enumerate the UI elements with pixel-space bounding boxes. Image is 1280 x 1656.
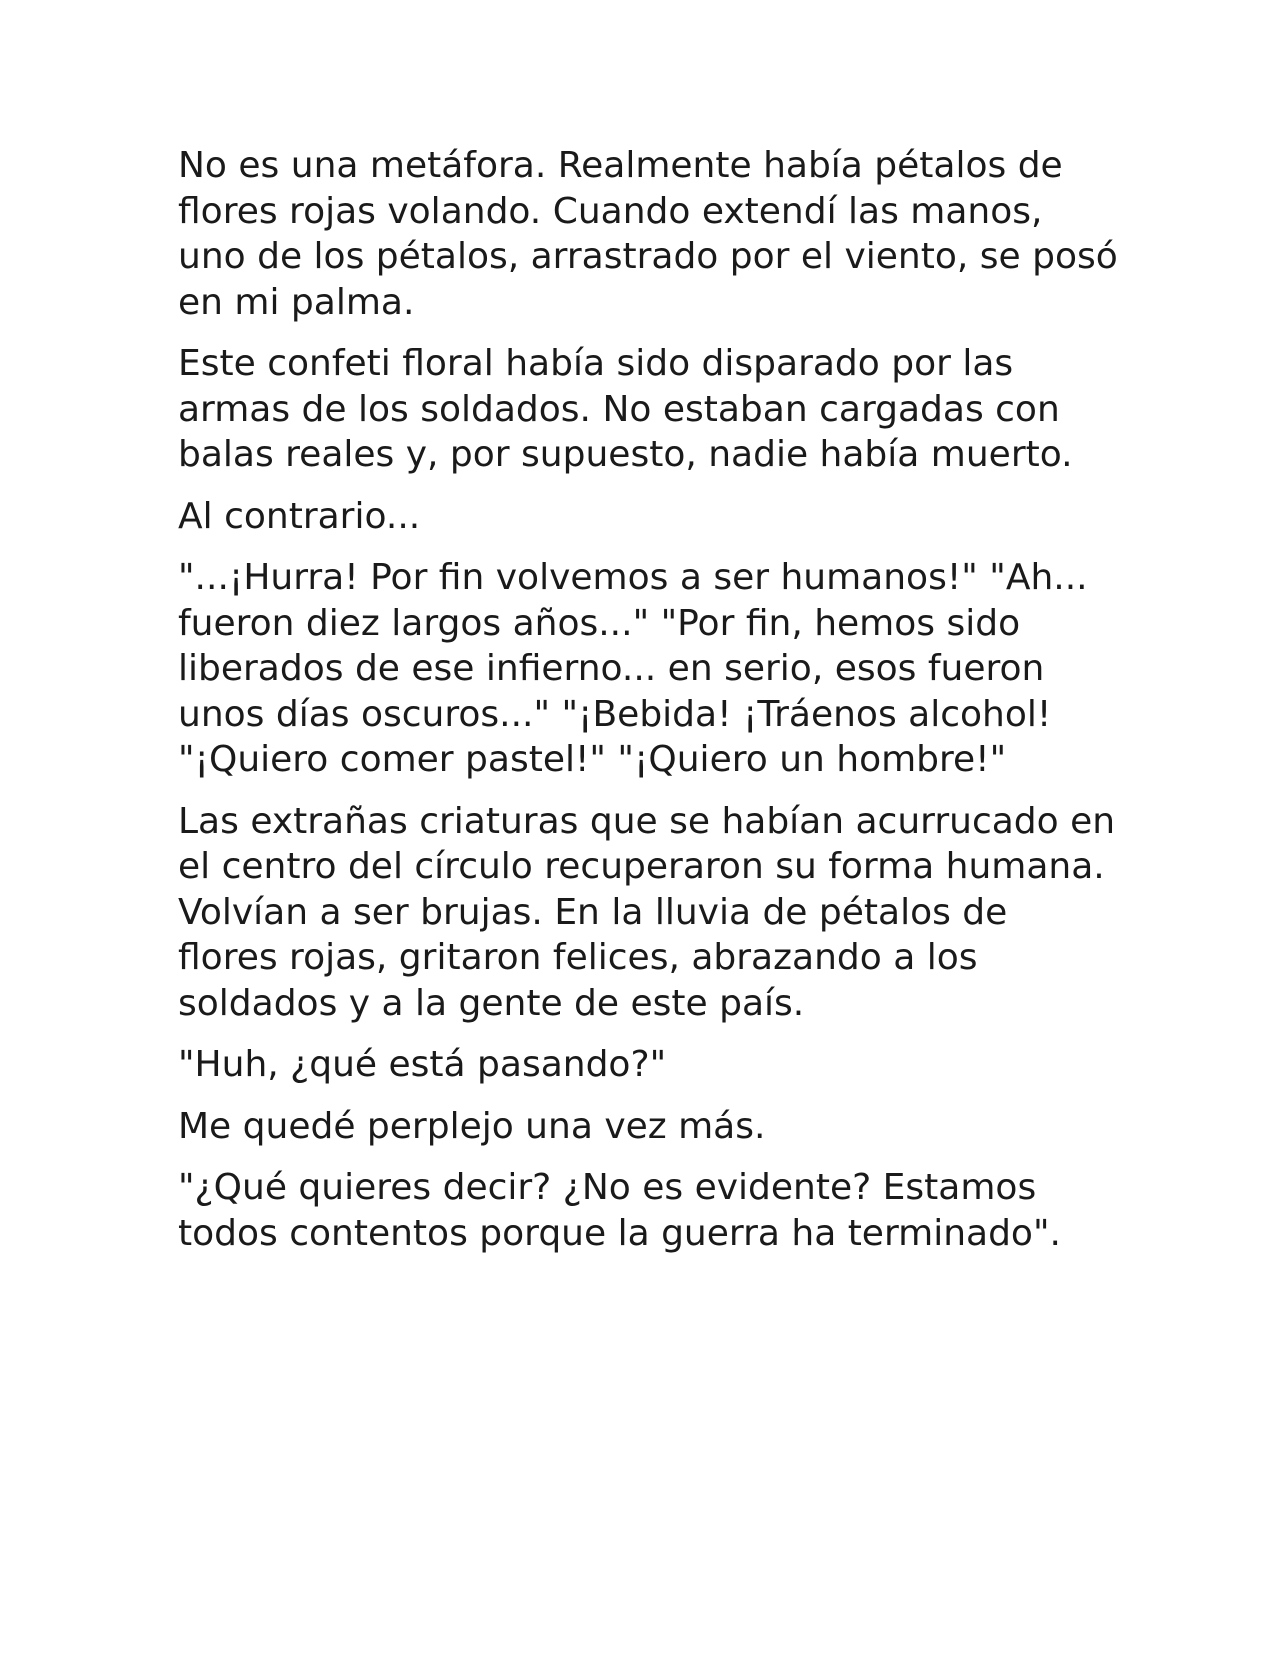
paragraph-6: "Huh, ¿qué está pasando?" bbox=[178, 1044, 667, 1085]
paragraph-5: Las extrañas criaturas que se habían acurrucado en el centro del círculo recuperaron su forma humana. Volvían a ser brujas. En la lluvia de pétalos de flores rojas, gritaron felices, abrazando a los soldados y a la gente de este país. bbox=[178, 800, 1116, 1024]
paragraph-7: Me quedé perplejo una vez más. bbox=[178, 1105, 766, 1147]
paragraph-3: Al contrario... bbox=[178, 495, 421, 537]
paragraph-1: No es una metáfora. Realmente había pétalos de flores rojas volando. Cuando extendí las manos, uno de los pétalos, arrastrado por el viento, se posó en mi palma. bbox=[178, 145, 1118, 323]
paragraph-4: "...¡Hurra! Por fin volvemos a ser humanos!" "Ah... fueron diez largos años..." "Por fin, hemos sido liberados de ese infierno... en serio, esos fueron unos días oscuros..." "¡Bebida! ¡Tráenos alcohol! "¡Quiero comer pastel!" "¡Quiero un hombre!" bbox=[178, 557, 1088, 780]
paragraph-2: Este confeti floral había sido disparado por las armas de los soldados. No estaban cargadas con balas reales y, por supuesto, nadie había muerto. bbox=[178, 343, 1073, 475]
paragraph-8: "¿Qué quieres decir? ¿No es evidente? Estamos todos contentos porque la guerra ha terminado". bbox=[178, 1167, 1061, 1254]
document-page bbox=[178, 143, 1118, 1272]
